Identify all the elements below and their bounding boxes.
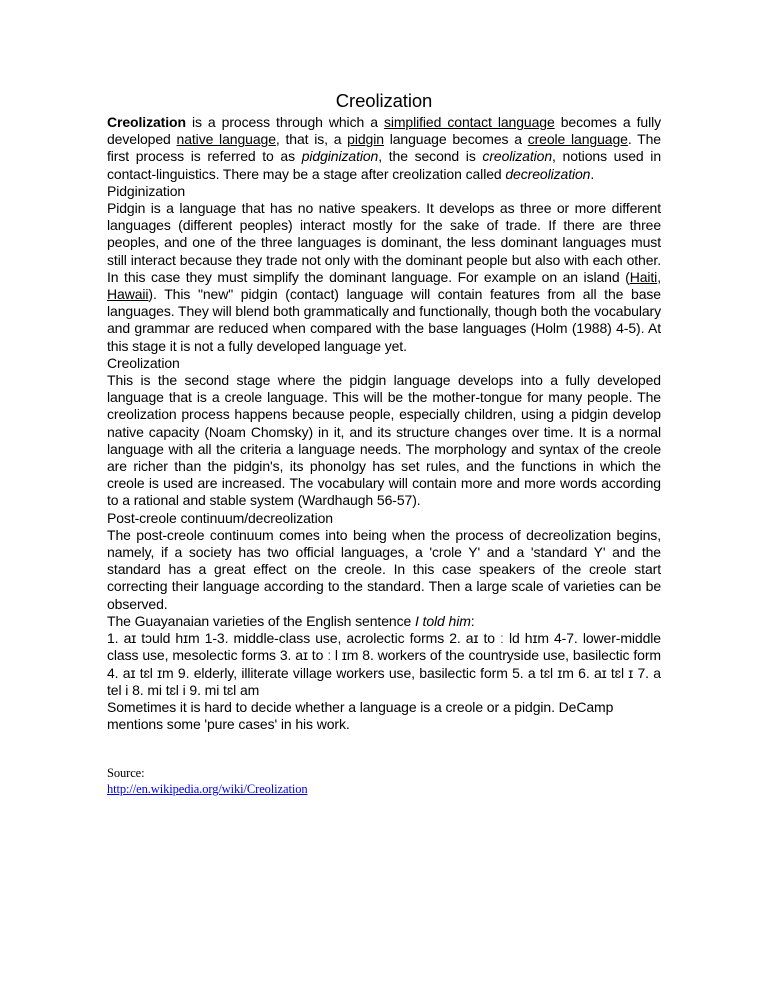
intro-text: . [590, 165, 595, 182]
varieties-example-sentence: I told him [414, 612, 471, 629]
section-heading-pidginization: Pidginization [107, 182, 186, 199]
intro-text: . The first process is referred to as [107, 131, 661, 165]
link-creole-language[interactable]: creole language [527, 131, 628, 148]
document-page [107, 88, 661, 797]
link-native-language[interactable]: native language [176, 131, 276, 148]
link-hawaii[interactable]: Hawaii [107, 286, 149, 303]
intro-italic-creolization: creolization [482, 148, 553, 165]
intro-term: Creolization [107, 114, 186, 130]
intro-text: , the second is [378, 148, 483, 165]
guyanese-varieties-intro [107, 613, 661, 630]
intro-text: language becomes a [383, 131, 528, 148]
source-link[interactable]: http://en.wikipedia.org/wiki/Creolization [107, 782, 308, 797]
guyanese-varieties-list: 1. aɪ tɔuld hɪm 1-3. middle-class use, acrolectic forms 2. aɪ to ː ld hɪm 4-7. lower-middle class use, mesolectic forms 3. aɪ to ː l ɪm 8. workers of the countryside use, basilectic form 4. aɪ tɛl ɪm 9. elderly, illiterate village workers use, basilectic form 5. a tɛl ɪm 6. aɪ tɛl ɪ 7. a tel i 8. mi tɛl i 9. mi tɛl am [107, 630, 661, 698]
page-title: Creolization [335, 90, 433, 111]
link-haiti[interactable]: Haiti [629, 268, 658, 285]
section-heading-post-creole: Post-creole continuum/decreolization [107, 509, 333, 526]
intro-italic-pidginization: pidginization [301, 148, 379, 165]
pidginization-text: ). This "new" pidgin (contact) language will contain features from all the base languages. They will blend both grammatically and functionally, though both the vocabulary and grammar are reduced when compared with the base languages (Holm (1988) 4-5). At this stage it is not a fully developed language yet. [107, 286, 661, 354]
section-heading-creolization: Creolization [107, 354, 180, 371]
source-label: Source: [107, 766, 145, 781]
pidginization-text: Pidgin is a language that has no native speakers. It develops as three or more different languages (different peoples) interact mostly for the sake of trade. If there are three peoples, and one of the three languages is dominant, the less dominant languages must still interact because they trade not only with the dominant people but also with each other. In this case they must simplify the dominant language. For example on an island ( [107, 200, 661, 285]
intro-italic-decreolization: decreolization [505, 165, 591, 182]
pidginization-text: , [657, 268, 661, 285]
source-block [107, 765, 661, 797]
varieties-intro-text: The Guayanaian varieties of the English sentence [107, 612, 415, 629]
intro-text: , that is, a [275, 131, 348, 148]
pidginization-paragraph [107, 200, 661, 355]
intro-text: becomes a fully developed [107, 114, 661, 148]
link-simplified-contact-language[interactable]: simplified contact language [383, 114, 555, 130]
closing-paragraph: Sometimes it is hard to decide whether a language is a creole or a pidgin. DeCamp mentions some 'pure cases' in his work. [107, 698, 614, 733]
creolization-paragraph: This is the second stage where the pidgin language develops into a fully developed language that is a creole language. This will be the mother-tongue for many people. The creolization process happens because people, especially children, using a pidgin develop native capacity (Noam Chomsky) in it, and its structure changes over time. It is a normal language with all the criteria a language needs. The morphology and syntax of the creole are richer than the pidgin's, its phonolgy has set rules, and the functions in which the creole is used are increased. The vocabulary will contain more and more words according to a rational and stable system (Wardhaugh 56-57). [107, 372, 661, 509]
varieties-intro-text: : [470, 612, 475, 629]
intro-text: is a process through which a [185, 114, 384, 130]
post-creole-paragraph: The post-creole continuum comes into being when the process of decreolization begins, namely, if a society has two official languages, a 'crole Y' and a 'standard Y' and the standard has a great effect on the creole. In this case speakers of the creole start correcting their language according to the standard. Then a large scale of varieties can be observed. [107, 526, 661, 612]
link-pidgin[interactable]: pidgin [347, 131, 384, 148]
intro-text: , notions used in contact-linguistics. There may be a stage after creolization called [107, 148, 661, 182]
intro-paragraph [107, 114, 661, 183]
